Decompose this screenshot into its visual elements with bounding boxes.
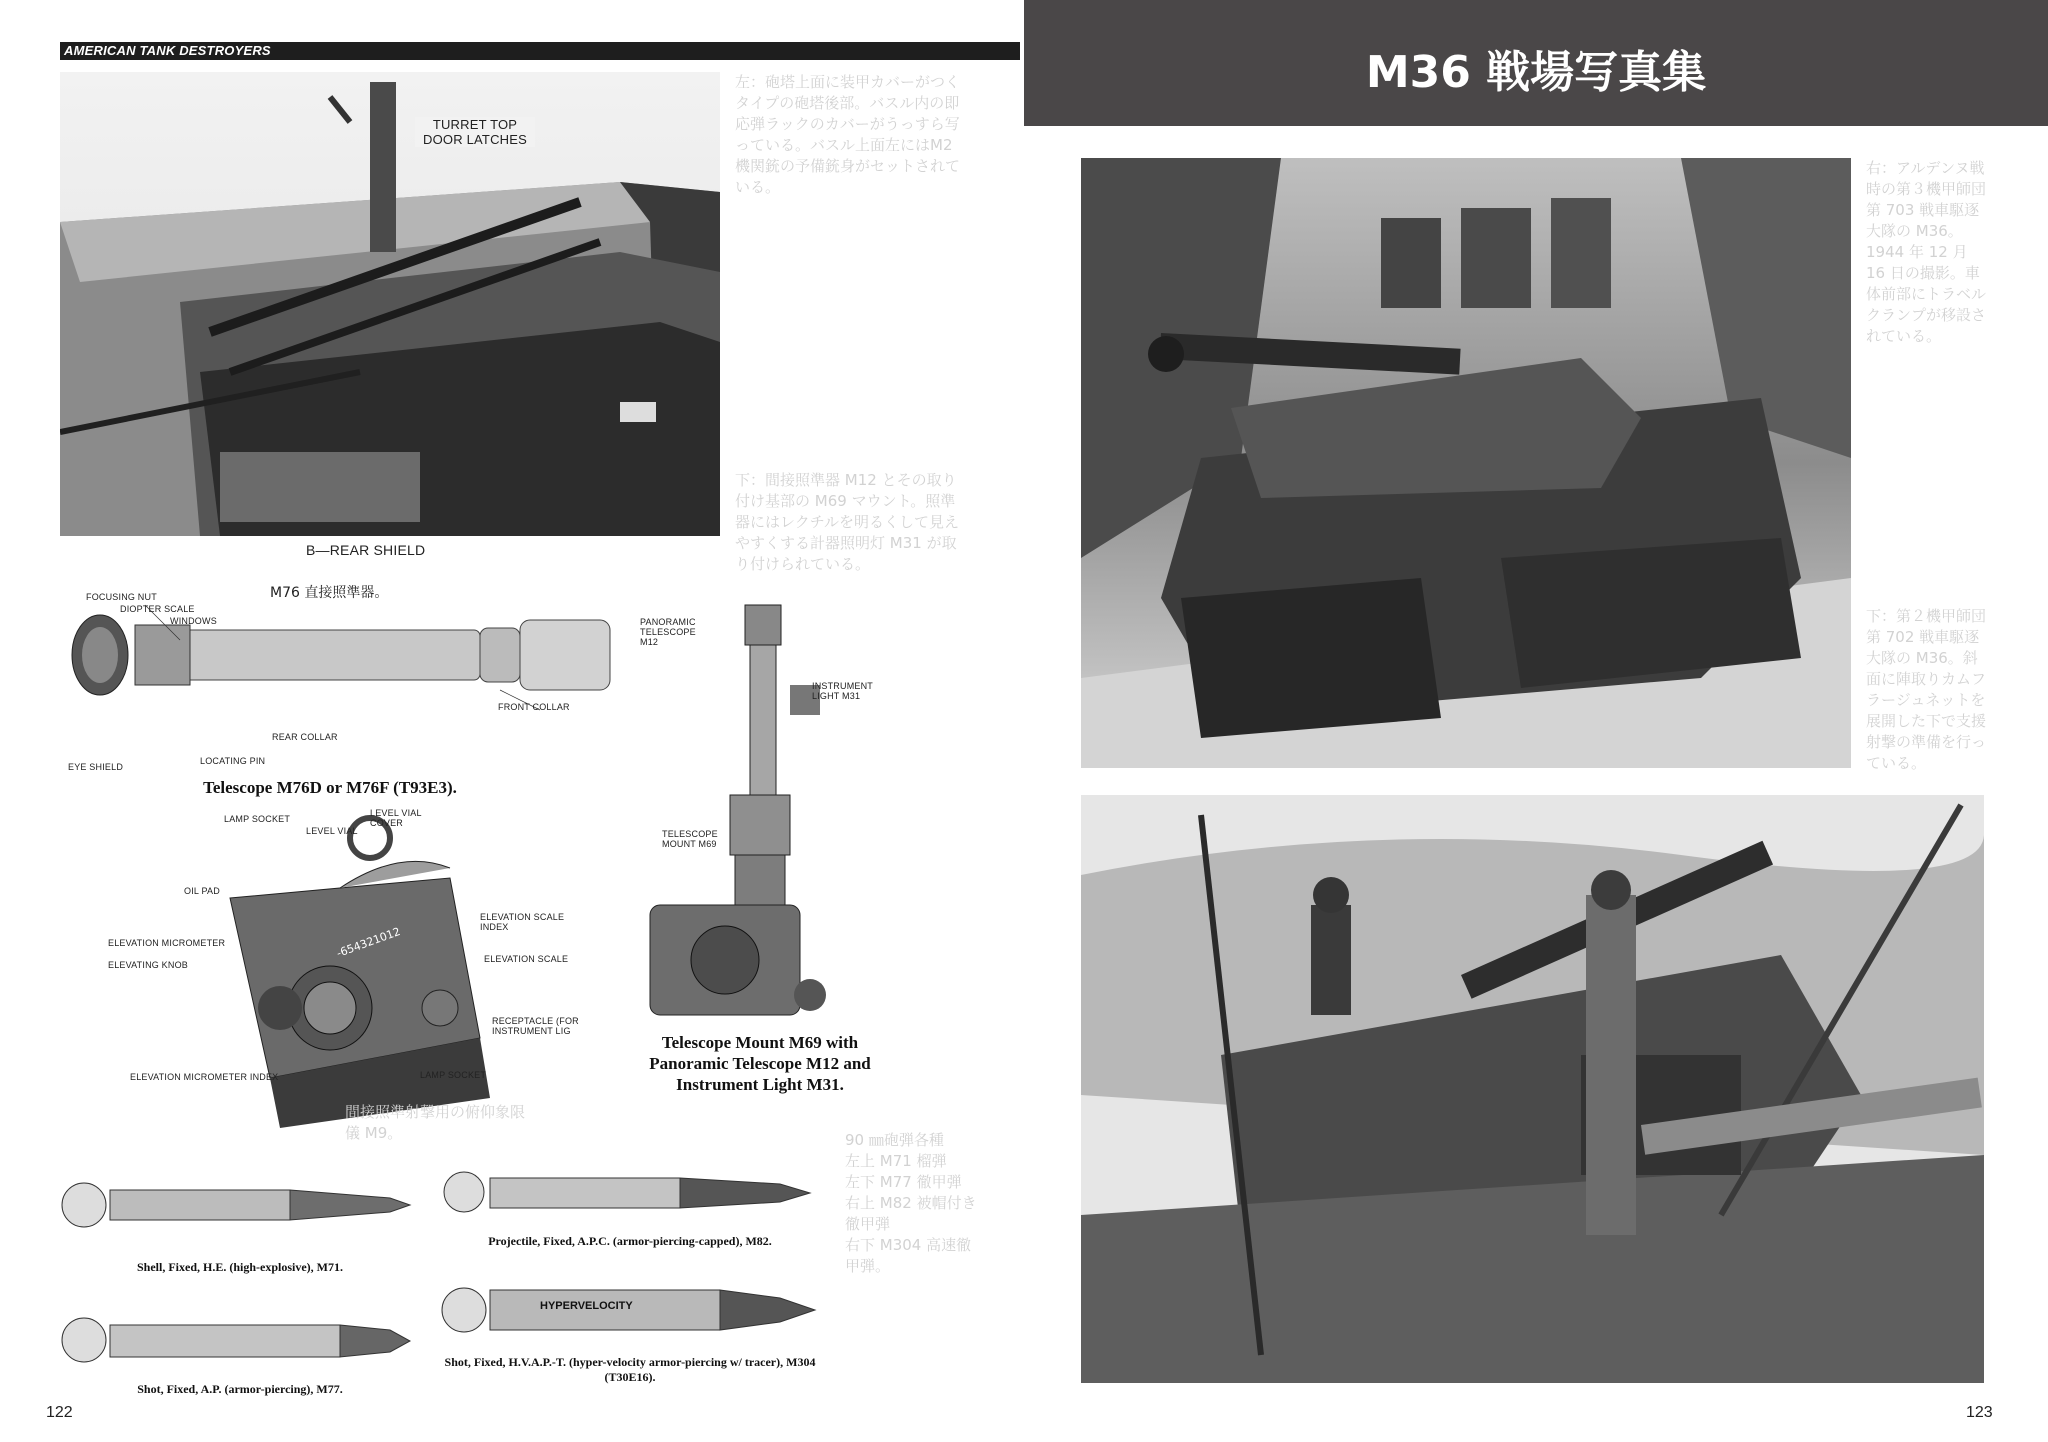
m76-label-locating-pin: LOCATING PIN xyxy=(200,756,266,766)
ammo-m82-diagram xyxy=(440,1150,820,1230)
m9-label-level-vial-cover: LEVEL VIAL COVER xyxy=(370,808,422,828)
series-header-text: AMERICAN TANK DESTROYERS xyxy=(64,43,271,58)
caption-ardennes: 右：アルデンヌ戦時の第３機甲師団第 703 戦車駆逐大隊の M36。1944 年 12 月 16 日の撮影。車体前部にトラベルクランプが移設されている。 xyxy=(1866,159,1987,345)
rear-shield-photo xyxy=(60,72,720,536)
caption-rear-shield: 左：砲塔上面に装甲カバーがつくタイプの砲塔後部。バスル内の即応弾ラックのカバーがうっすら写っている。バスル上面左にはM2 機関銃の予備銃身がセットされている。 xyxy=(735,73,961,196)
m9-label-elevation-micrometer: ELEVATION MICROMETER xyxy=(108,938,226,948)
m69-caption-line-3: Instrument Light M31. xyxy=(676,1075,844,1094)
m69-mount-diagram xyxy=(640,595,880,1045)
caption-m12-m69: 下：間接照準器 M12 とその取り付け基部の M69 マウント。照準器にはレクチルを明るくして見えやすくする計器照明灯 M31 が取り付けられている。 xyxy=(735,471,959,573)
ammo-m304-diagram xyxy=(440,1262,820,1352)
rear-shield-caption: B—REAR SHIELD xyxy=(306,542,426,558)
m76-label-focusing-nut: FOCUSING NUT xyxy=(86,592,157,602)
m9-label-elevation-scale: ELEVATION SCALE xyxy=(484,954,569,964)
caption-m9: 間接照準射撃用の俯仰象限儀 M9。 xyxy=(345,1103,526,1142)
ammo-m77-caption: Shot, Fixed, A.P. (armor-piercing), M77. xyxy=(137,1382,343,1396)
m9-label-level-vial: LEVEL VIAL xyxy=(306,826,358,836)
m9-quadrant-diagram xyxy=(108,808,580,1138)
m69-caption xyxy=(620,1032,900,1095)
ammo-m82-caption: Projectile, Fixed, A.P.C. (armor-piercing-capped), M82. xyxy=(488,1234,772,1248)
m76-label-eye-shield: EYE SHIELD xyxy=(68,762,124,772)
ammo-m304-stencil: HYPERVELOCITY xyxy=(540,1300,633,1312)
ammo-m304-caption-line-1: Shot, Fixed, H.V.A.P.-T. (hyper-velocity armor-piercing w/ tracer), M304 xyxy=(444,1355,816,1369)
ammo-m304-caption xyxy=(440,1355,820,1385)
m76-title-jp: M76 直接照準器。 xyxy=(270,585,389,601)
ammo-m71-caption: Shell, Fixed, H.E. (high-explosive), M71. xyxy=(136,1260,343,1274)
turret-latch-label: TURRET TOP DOOR LATCHES xyxy=(415,117,535,147)
m69-caption-line-1: Telescope Mount M69 with xyxy=(661,1033,859,1052)
m76-label-windows: WINDOWS xyxy=(170,616,217,626)
m36-ardennes-photo xyxy=(1081,158,1851,768)
m9-label-elevation-scale-index: ELEVATION SCALE INDEX xyxy=(480,912,565,932)
m76-label-front-collar: FRONT COLLAR xyxy=(498,702,570,712)
m9-label-lamp-socket-bottom: LAMP SOCKET xyxy=(420,1070,487,1080)
m9-label-receptacle: RECEPTACLE (FOR INSTRUMENT LIG xyxy=(492,1016,579,1036)
m69-label-m69: TELESCOPE MOUNT M69 xyxy=(662,829,718,849)
m76-caption: Telescope M76D or M76F (T93E3). xyxy=(203,778,457,797)
m9-label-elevation-micrometer-index: ELEVATION MICROMETER INDEX xyxy=(130,1072,279,1082)
m69-label-m12: PANORAMIC TELESCOPE M12 xyxy=(640,617,696,647)
m9-label-lamp-socket-top: LAMP SOCKET xyxy=(224,814,291,824)
left-page-number: 122 xyxy=(46,1404,73,1421)
m9-label-elevating-knob: ELEVATING KNOB xyxy=(108,960,188,970)
caption-camouflage: 下：第２機甲師団第 702 戦車駆逐大隊の M36。斜面に陣取りカムフラージュネットを展開した下で支援射撃の準備を行っている。 xyxy=(1866,607,1987,772)
m36-camouflage-photo xyxy=(1081,795,1984,1383)
m76-label-diopter-scale: DIOPTER SCALE xyxy=(120,604,195,614)
m76-telescope-diagram xyxy=(60,580,640,790)
m76-label-rear-collar: REAR COLLAR xyxy=(272,732,338,742)
m69-caption-line-2: Panoramic Telescope M12 and xyxy=(649,1054,871,1073)
right-page-number: 123 xyxy=(1966,1404,1993,1421)
m69-label-m31: INSTRUMENT LIGHT M31 xyxy=(812,681,873,701)
ammo-m71-diagram xyxy=(60,1150,420,1240)
caption-ammo: 90 ㎜砲弾各種 左上 M71 榴弾 左下 M77 徹甲弾 右上 M82 被帽付き徹甲弾 右下 M304 高速徹甲弾。 xyxy=(845,1131,977,1275)
ammo-m304-caption-line-2: (T30E16). xyxy=(604,1370,656,1384)
m9-elevation-scale: -654321012 xyxy=(334,924,403,961)
right-page-title: M36 戦場写真集 xyxy=(1365,47,1707,98)
ammo-m77-diagram xyxy=(60,1290,420,1380)
m9-label-oil-pad: OIL PAD xyxy=(184,886,220,896)
